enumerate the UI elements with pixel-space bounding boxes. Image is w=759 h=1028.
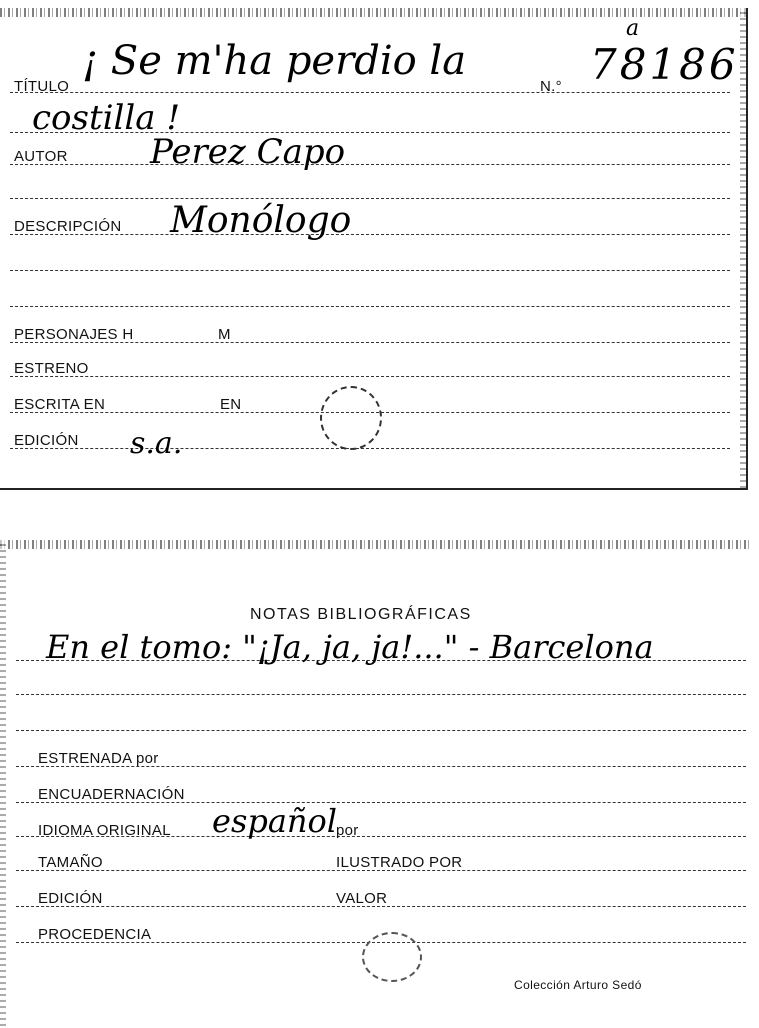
label-descripcion: DESCRIPCIÓN <box>14 218 122 235</box>
rule-titulo <box>10 92 730 93</box>
faded-stamp <box>320 386 382 450</box>
catalog-card-front <box>0 8 748 490</box>
label-ilustrado: ILUSTRADO POR <box>336 854 463 871</box>
label-titulo: TÍTULO <box>14 78 70 95</box>
rule-blank-1 <box>10 198 730 199</box>
label-numero: N.° <box>540 78 562 95</box>
label-edicion: EDICIÓN <box>14 432 79 449</box>
handwritten-autor: Perez Capo <box>150 132 346 172</box>
collection-footer: Colección Arturo Sedó <box>514 978 642 992</box>
rule-blank-3 <box>10 306 730 307</box>
handwritten-descripcion: Monólogo <box>170 200 352 241</box>
handwritten-titulo-1: ¡ Se m'ha perdio la <box>82 38 467 84</box>
rule-edicion <box>10 448 730 449</box>
label-personajes-m: M <box>218 326 231 343</box>
label-estreno: ESTRENO <box>14 360 89 377</box>
rule-notas-2 <box>16 694 746 695</box>
handwritten-idioma: español <box>212 802 338 840</box>
label-personajes: PERSONAJES H <box>14 326 134 343</box>
label-valor: VALOR <box>336 890 388 907</box>
label-procedencia: PROCEDENCIA <box>38 926 152 943</box>
label-tamano: TAMAÑO <box>38 854 103 871</box>
label-autor: AUTOR <box>14 148 68 165</box>
scan-edge-noise-left <box>0 540 6 1026</box>
handwritten-titulo-2: costilla ! <box>32 98 180 138</box>
label-escrita-en: ESCRITA EN <box>14 396 106 413</box>
handwritten-numero: 78186 <box>590 40 739 89</box>
faded-stamp-back <box>362 932 422 982</box>
rule-estreno <box>10 376 730 377</box>
rule-blank-2 <box>10 270 730 271</box>
scan-edge-noise <box>0 540 750 549</box>
rule-autor <box>10 164 730 165</box>
label-en: EN <box>220 396 242 413</box>
label-notas: NOTAS BIBLIOGRÁFICAS <box>250 606 472 623</box>
label-estrenada: ESTRENADA por <box>38 750 159 767</box>
handwritten-edicion: s.a. <box>130 426 183 461</box>
catalog-card-back <box>0 540 750 1026</box>
label-idioma: IDIOMA ORIGINAL <box>38 822 171 839</box>
label-por: por <box>336 822 359 839</box>
label-edicion-back: EDICIÓN <box>38 890 103 907</box>
scan-edge-noise-right <box>740 8 746 488</box>
rule-notas-3 <box>16 730 746 731</box>
handwritten-notas: En el tomo: "¡Ja, ja, ja!..." - Barcelona <box>46 628 654 666</box>
handwritten-numero-mark: a <box>626 16 640 41</box>
label-encuadernacion: ENCUADERNACIÓN <box>38 786 185 803</box>
